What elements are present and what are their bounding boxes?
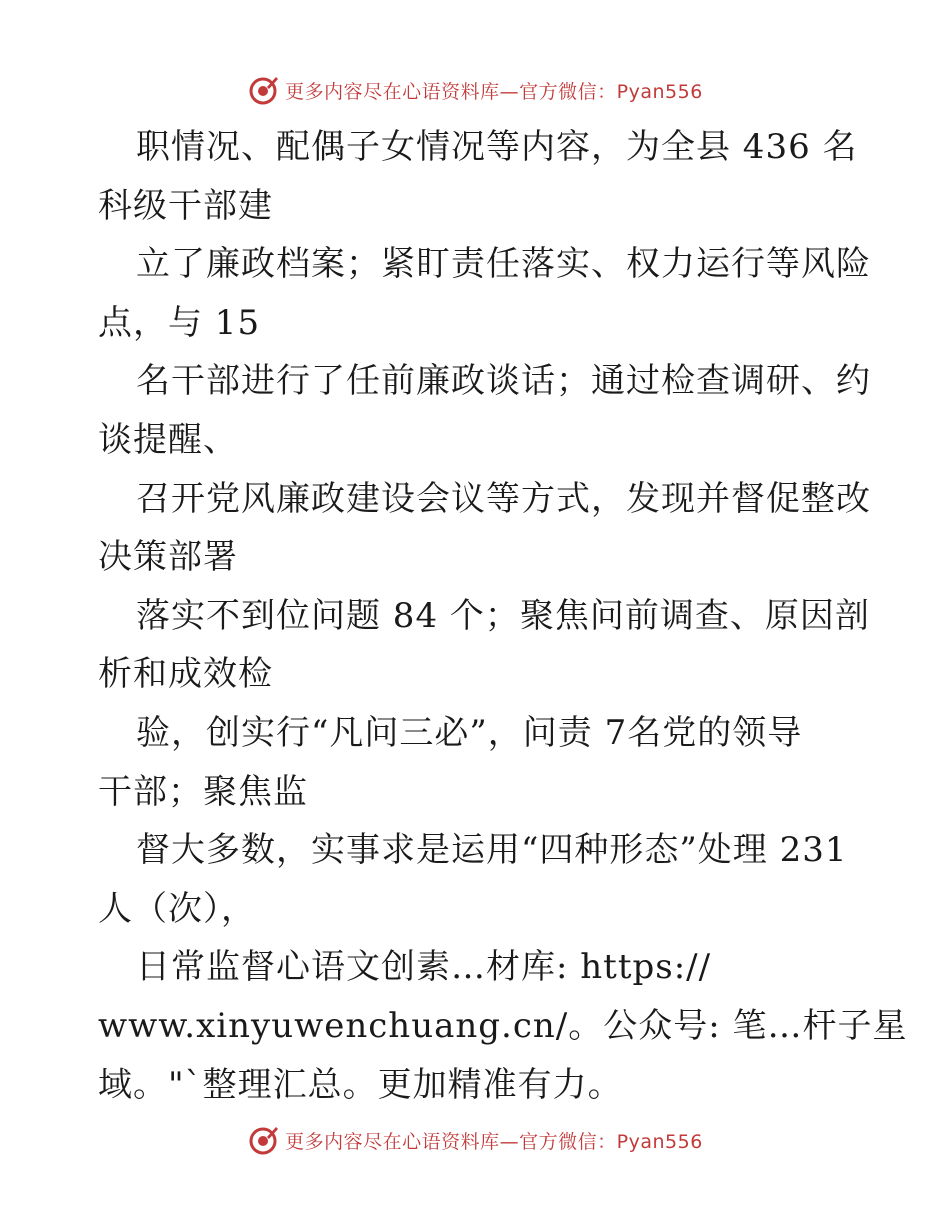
body-line: 职情况、配偶子女情况等内容，为全县 436 名: [136, 127, 858, 167]
body-line: 干部；聚焦监: [98, 771, 308, 812]
body-line: 督大多数，实事求是运用“四种形态”处理 231: [136, 830, 848, 871]
body-line: 名干部进行了任前廉政谈话；通过检查调研、约: [136, 361, 871, 402]
footer-banner: [0, 1120, 950, 1160]
body-line: 域。"`整理汇总。更加精准有力。: [98, 1064, 623, 1105]
body-line: 立了廉政档案；紧盯责任落实、权力运行等风险: [136, 244, 871, 285]
body-line: 验，创实行“凡问三必”，问责 7名党的领导: [136, 712, 803, 753]
body-line: 科级干部建: [98, 185, 273, 226]
header-banner-text: 更多内容尽在心语资料库—官方微信：Pyan556: [285, 80, 703, 103]
body-line: 决策部署: [98, 537, 238, 578]
body-line: 日常监督心语文创素…材库: https://: [136, 947, 712, 988]
header-banner: [0, 70, 950, 110]
body-line: 落实不到位问题 84 个；聚焦问前调查、原因剖: [136, 595, 870, 636]
body-line: 人（次），: [98, 888, 256, 929]
pen-seal-logo-icon: [247, 1124, 279, 1156]
body-line: 析和成效检: [98, 654, 273, 695]
body-line: 点，与 15: [98, 302, 261, 343]
footer-banner-text: 更多内容尽在心语资料库—官方微信：Pyan556: [285, 1130, 703, 1153]
body-line: 谈提醒、: [98, 419, 238, 460]
body-line: 召开党风廉政建设会议等方式，发现并督促整改: [136, 478, 871, 519]
pen-seal-logo-icon: [247, 74, 279, 106]
document-body: [98, 118, 908, 1114]
body-line: www.xinyuwenchuang.cn/。公众号: 笔…杆子星: [98, 1005, 908, 1046]
